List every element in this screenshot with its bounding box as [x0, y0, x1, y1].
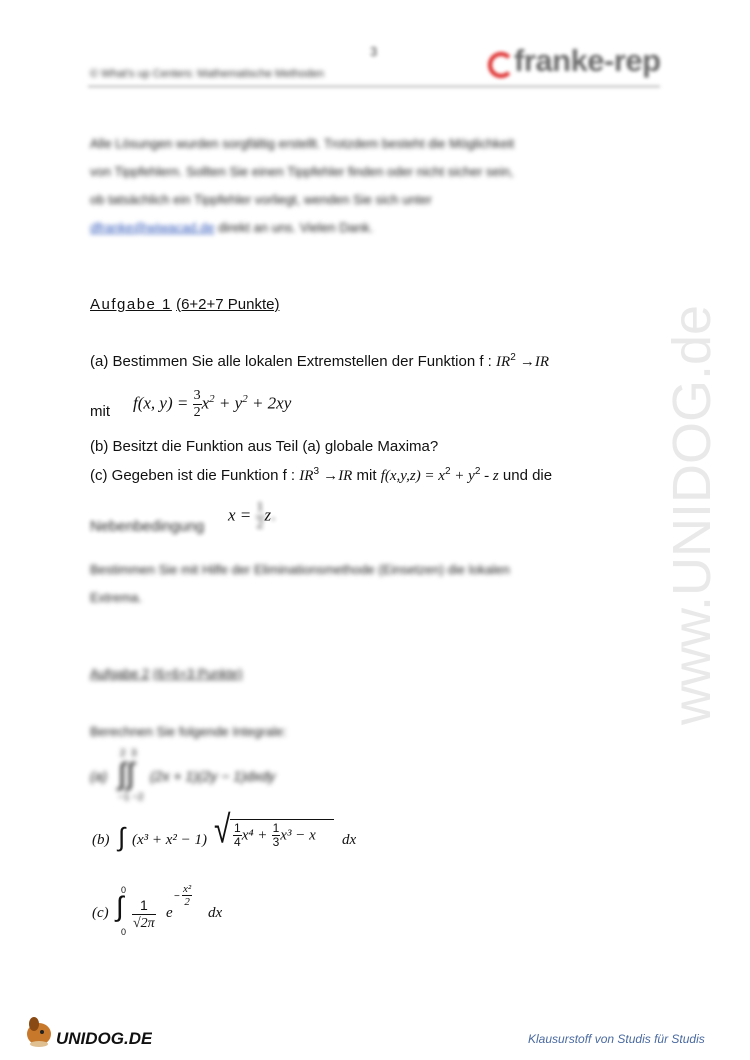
- watermark-text: www.UNIDOG.de: [662, 304, 722, 725]
- function-term-xy: + 2xy: [247, 393, 292, 413]
- integral-c-dx: dx: [208, 905, 223, 921]
- exp-base: e: [166, 905, 173, 921]
- question-b: (b) Besitzt die Funktion aus Teil (a) globale Maxima?: [90, 438, 439, 455]
- exp-fraction: [182, 883, 192, 908]
- function-f3: f(x,y,z) = x: [380, 468, 445, 484]
- dog-eye-icon: [40, 1030, 44, 1034]
- fraction-third: [272, 822, 281, 849]
- fraction-three-halves: [193, 388, 202, 421]
- function-definition: [133, 388, 291, 421]
- aufgabe2-title: [90, 666, 243, 681]
- fraction-numerator: 1: [234, 821, 241, 835]
- question-c-end: und die: [498, 467, 553, 484]
- intro-line: [90, 214, 660, 242]
- integral-c: [90, 885, 260, 945]
- fraction-denominator: √2π: [133, 916, 155, 931]
- exponent: 2: [444, 466, 451, 477]
- integral-b-factor: (x³ + x² − 1): [132, 832, 208, 848]
- sqrt-icon: √: [214, 808, 231, 852]
- sqrt-bar: [230, 819, 334, 820]
- integral-b-label: (b): [92, 832, 110, 848]
- constraint-label: Nebenbedingung: [90, 518, 205, 535]
- integral-upper-limit: 3: [131, 748, 137, 759]
- question-a-text: (a) Bestimmen Sie alle lokalen Extremstellen der Funktion f :: [90, 353, 497, 370]
- task-instruction: [90, 556, 660, 612]
- domain-exponent: 3: [313, 466, 320, 477]
- integral-upper-limit: 0: [121, 885, 127, 895]
- fraction-numerator: x²: [183, 883, 192, 895]
- fraction-numerator: 3: [193, 388, 201, 403]
- fraction-numerator: 1: [256, 500, 264, 515]
- unidog-logo-svg: [22, 1010, 152, 1050]
- constraint-z: z: [264, 505, 272, 525]
- domain-symbol: IR: [496, 354, 511, 370]
- constraint-dot: .: [271, 505, 276, 525]
- function-f3-term: + y: [450, 468, 475, 484]
- integral-icon: ∫: [116, 891, 124, 922]
- fraction-denominator: 4: [234, 835, 241, 849]
- constraint-equation: [228, 500, 275, 533]
- intro-paragraph: [90, 130, 660, 242]
- intro-line: Alle Lösungen wurden sorgfältig erstellt. Trotzdem besteht die Möglichkeit: [90, 136, 515, 151]
- fraction-denominator: 2: [184, 896, 190, 908]
- mit-text: mit: [352, 467, 381, 484]
- fraction-numerator: 1: [272, 821, 280, 835]
- integral-a-integrand: (2x + 1)(2y − 1)dxdy: [150, 768, 276, 784]
- footer-slogan: Klausurstoff von Studis für Studis: [528, 1032, 705, 1046]
- integral-a: [90, 748, 350, 804]
- dog-paw-icon: [30, 1041, 48, 1047]
- task-line: Bestimmen Sie mit Hilfe der Eliminationsmethode (Einsetzen) die lokalen: [90, 562, 510, 577]
- fraction-numerator: 1: [132, 897, 156, 915]
- logo-arc-icon: [488, 52, 514, 78]
- function-f3-term: - z: [480, 468, 499, 484]
- integral-c-label: (c): [92, 905, 109, 921]
- codomain-symbol: IR: [534, 354, 550, 370]
- question-a: [90, 352, 549, 371]
- watermark: [600, 270, 750, 730]
- arrow-symbol: →: [319, 467, 339, 484]
- integral-upper-limit: 2: [120, 748, 126, 759]
- logo-text: franke-rep: [514, 43, 661, 78]
- aufgabe2-points: (6+6+3 Punkte): [152, 666, 243, 681]
- sqrt-radicand: [233, 822, 316, 849]
- double-integral-icon: ∫∫: [118, 758, 135, 791]
- aufgabe1-points: (6+2+7 Punkte): [176, 296, 280, 313]
- exp-minus: −: [174, 891, 180, 902]
- franke-rep-logo: [488, 43, 663, 86]
- mit-label: mit: [90, 403, 110, 420]
- integral-b: [90, 808, 390, 862]
- fraction-normalizer: [132, 897, 156, 932]
- dog-ear-icon: [29, 1017, 39, 1031]
- codomain-symbol: IR: [338, 468, 353, 484]
- integrals-intro: Berechnen Sie folgende Integrale:: [90, 724, 287, 739]
- fraction-quarter: [233, 822, 242, 849]
- integral-a-label: (a): [90, 768, 108, 784]
- intro-line: von Tippfehlern. Sollten Sie einen Tippfehler finden oder nicht sicher sein,: [90, 164, 514, 179]
- aufgabe1-label: Aufgabe 1: [90, 296, 172, 313]
- integral-b-dx: dx: [342, 832, 357, 848]
- exponent: 2: [209, 392, 215, 405]
- domain-symbol: IR: [299, 468, 314, 484]
- constraint-lhs: x =: [228, 505, 252, 525]
- task-line: Extrema.: [90, 590, 143, 605]
- fraction-one-half: [256, 500, 265, 533]
- arrow-symbol: →: [515, 353, 535, 370]
- fraction-denominator: 2: [193, 405, 201, 420]
- email-link[interactable]: dfranke@wiwacad.de: [90, 220, 215, 235]
- aufgabe1-title: [90, 296, 279, 313]
- header-divider: [88, 86, 660, 87]
- watermark-svg: [600, 270, 750, 730]
- integral-lower-limit: 0: [121, 927, 127, 937]
- exponent: 2: [242, 392, 248, 405]
- question-c-text: (c) Gegeben ist die Funktion f :: [90, 467, 300, 484]
- aufgabe2-label: Aufgabe 2: [90, 666, 150, 681]
- fraction-denominator: 2: [256, 517, 264, 532]
- fraction-denominator: 3: [272, 835, 280, 849]
- header-title: © What's up Centers: Mathematische Methoden: [90, 68, 324, 80]
- unidog-text: UNIDOG.DE: [56, 1029, 152, 1048]
- radicand-term: x³ − x: [280, 827, 316, 844]
- unidog-logo: [22, 1010, 152, 1050]
- exponent: 2: [474, 466, 481, 477]
- intro-line-rest: direkt an uns. Vielen Dank.: [214, 220, 374, 235]
- intro-line: ob tatsächlich ein Tippfehler vorliegt, wenden Sie sich unter: [90, 192, 432, 207]
- page-number: 3: [370, 44, 378, 59]
- radicand-term: x⁴ +: [241, 827, 268, 844]
- function-term-x: x: [201, 393, 210, 413]
- integral-lower-limits: −1 −2: [118, 792, 144, 803]
- function-term-y: + y: [214, 393, 243, 413]
- function-lhs: f(x, y) =: [133, 393, 189, 413]
- question-c: [90, 466, 552, 485]
- domain-exponent: 2: [510, 352, 516, 363]
- integral-icon: ∫: [118, 822, 126, 852]
